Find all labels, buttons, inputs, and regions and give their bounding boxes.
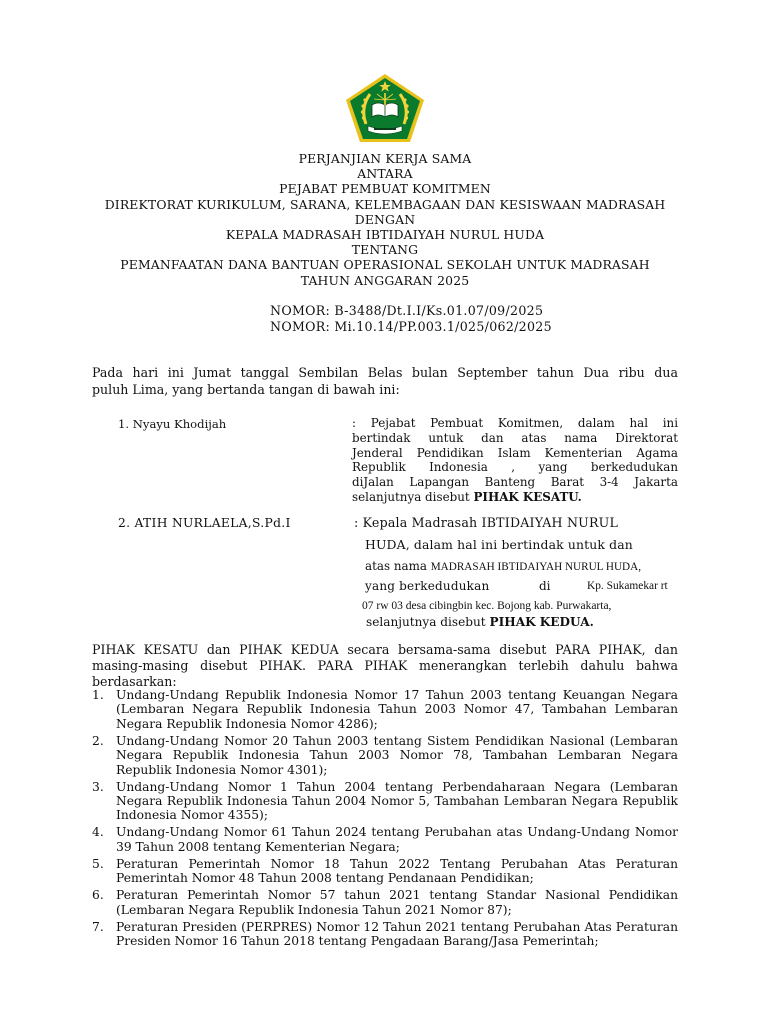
- party1-line: : Pejabat Pembuat Komitmen, dalam hal ini: [352, 416, 678, 430]
- header-antara: ANTARA: [357, 166, 413, 182]
- party2-line-3: [365, 559, 641, 573]
- list-item: [92, 920, 678, 949]
- header-direktorat: DIREKTORAT KURIKULUM, SARANA, KELEMBAGAAN DAN KESISWAAN MADRASAH: [104, 196, 666, 212]
- list-item: [92, 688, 678, 731]
- list-item-number: 2.: [92, 733, 104, 748]
- nomor-1: NOMOR: B-3488/Dt.I.I/Ks.01.07/09/2025: [270, 303, 544, 318]
- list-item-number: 3.: [92, 779, 104, 794]
- list-item-text: Undang-Undang Nomor 1 Tahun 2004 tentang Perbendaharaan Negara (Lembaran Negara Republik Indonesia Tahun 2004 Nomor 5, Tambahan Lembaran Negara Republik Indonesia Nomor 4355);: [116, 779, 678, 823]
- intro-line-2: puluh Lima, yang bertanda tangan di bawah ini:: [92, 382, 400, 397]
- list-item-text: Peraturan Pemerintah Nomor 57 tahun 2021 tentang Standar Nasional Pendidikan (Lembaran Negara Republik Indonesia Tahun 2021 Nomor 87);: [116, 888, 678, 917]
- header-tentang: TENTANG: [351, 242, 419, 258]
- pihak-kesatu-label: PIHAK KESATU.: [473, 489, 582, 504]
- party1-line: Jenderal Pendidikan Islam Kementerian Agama: [352, 445, 678, 460]
- party1-line: diJalan Lapangan Banteng Barat 3-4 Jakarta: [352, 475, 678, 490]
- party2-line-3a: atas nama: [365, 559, 431, 573]
- header-dengan: DENGAN: [354, 211, 416, 227]
- list-item: [92, 857, 678, 886]
- party2-final-text: selanjutnya disebut: [366, 615, 490, 629]
- nomor-2: NOMOR: Mi.10.14/PP.003.1/025/062/2025: [270, 319, 552, 334]
- list-item-number: 7.: [92, 919, 104, 934]
- header-year: TAHUN ANGGARAN 2025: [300, 272, 470, 288]
- party2-line-4b: di: [539, 579, 551, 593]
- list-item-number: 5.: [92, 856, 104, 871]
- para2-line-2: masing-masing disebut PIHAK. PARA PIHAK menerangkan terlebih dahulu bahwa: [92, 658, 678, 673]
- list-item-number: 6.: [92, 888, 104, 903]
- list-item: [92, 888, 678, 917]
- party2-line-2: HUDA, dalam hal ini bertindak untuk dan: [365, 537, 633, 552]
- para-pihak-paragraph: [92, 642, 678, 690]
- party1-line: Republik Indonesia , yang berkedudukan: [352, 460, 678, 475]
- para2-line-1: PIHAK KESATU dan PIHAK KEDUA secara bersama-sama disebut PARA PIHAK, dan: [92, 642, 678, 657]
- list-item-number: 4.: [92, 825, 104, 840]
- party2-name: 2. ATIH NURLAELA,S.Pd.I: [118, 516, 291, 530]
- header-pejabat: PEJABAT PEMBUAT KOMITMEN: [279, 181, 491, 197]
- legal-basis-list: [92, 688, 678, 951]
- document-header: [60, 151, 710, 288]
- list-item-text: Peraturan Pemerintah Nomor 18 Tahun 2022 Tentang Perubahan Atas Peraturan Pemerintah Nomor 48 Tahun 2008 tentang Pendanaan Pendidikan;: [116, 856, 678, 886]
- list-item: [92, 780, 678, 823]
- party1-name: 1. Nyayu Khodijah: [118, 417, 227, 431]
- list-item-text: Peraturan Presiden (PERPRES) Nomor 12 Tahun 2021 tentang Perubahan Atas Peraturan Presiden Nomor 16 Tahun 2018 tentang Pengadaan Barang/Jasa Pemerintah;: [116, 919, 678, 949]
- party2-line-5: 07 rw 03 desa cibingbin kec. Bojong kab. Purwakarta,: [362, 600, 612, 612]
- party2-line-6: [366, 615, 594, 629]
- list-item: [92, 825, 678, 854]
- intro-line-1: Pada hari ini Jumat tanggal Sembilan Belas bulan September tahun Dua ribu dua: [92, 365, 678, 380]
- intro-paragraph: [92, 364, 678, 398]
- header-kepala: KEPALA MADRASAH IBTIDAIYAH NURUL HUDA: [225, 227, 545, 243]
- para2-line-3: berdasarkan:: [92, 674, 177, 689]
- list-item-number: 1.: [92, 688, 104, 702]
- madrasah-name: MADRASAH IBTIDAIYAH NURUL HUDA,: [430, 561, 642, 573]
- list-item-text: Undang-Undang Republik Indonesia Nomor 17 Tahun 2003 tentang Keuangan Negara (Lembaran Negara Republik Indonesia Tahun 2003 Nomor 47, Tambahan Lembaran Negara Republik Indonesia Nomor 4286);: [116, 688, 678, 731]
- party1-description: [352, 416, 678, 505]
- party2-line-4c: Kp. Sukamekar rt: [587, 580, 668, 592]
- party1-final-text: selanjutnya disebut: [352, 489, 474, 504]
- party2-line-1: : Kepala Madrasah IBTIDAIYAH NURUL: [354, 515, 619, 530]
- list-item: [92, 734, 678, 777]
- party1-line: bertindak untuk dan atas nama Direktorat: [352, 430, 678, 445]
- party2-line-4a: yang berkedudukan: [365, 579, 490, 593]
- kementerian-agama-logo-icon: [344, 72, 426, 144]
- header-subject: PEMANFAATAN DANA BANTUAN OPERASIONAL SEKOLAH UNTUK MADRASAH: [120, 257, 650, 273]
- pihak-kedua-label: PIHAK KEDUA.: [489, 615, 594, 629]
- header-title: PERJANJIAN KERJA SAMA: [298, 151, 472, 166]
- list-item-text: Undang-Undang Nomor 20 Tahun 2003 tentang Sistem Pendidikan Nasional (Lembaran Negara Republik Indonesia Tahun 2003 Nomor 78, Tambahan Lembaran Negara Republik Indonesia Nomor 4301);: [116, 733, 678, 777]
- list-item-text: Undang-Undang Nomor 61 Tahun 2024 tentang Perubahan atas Undang-Undang Nomor 39 Tahun 2008 tentang Kementerian Negara;: [116, 825, 678, 854]
- party1-line-final: [352, 490, 678, 505]
